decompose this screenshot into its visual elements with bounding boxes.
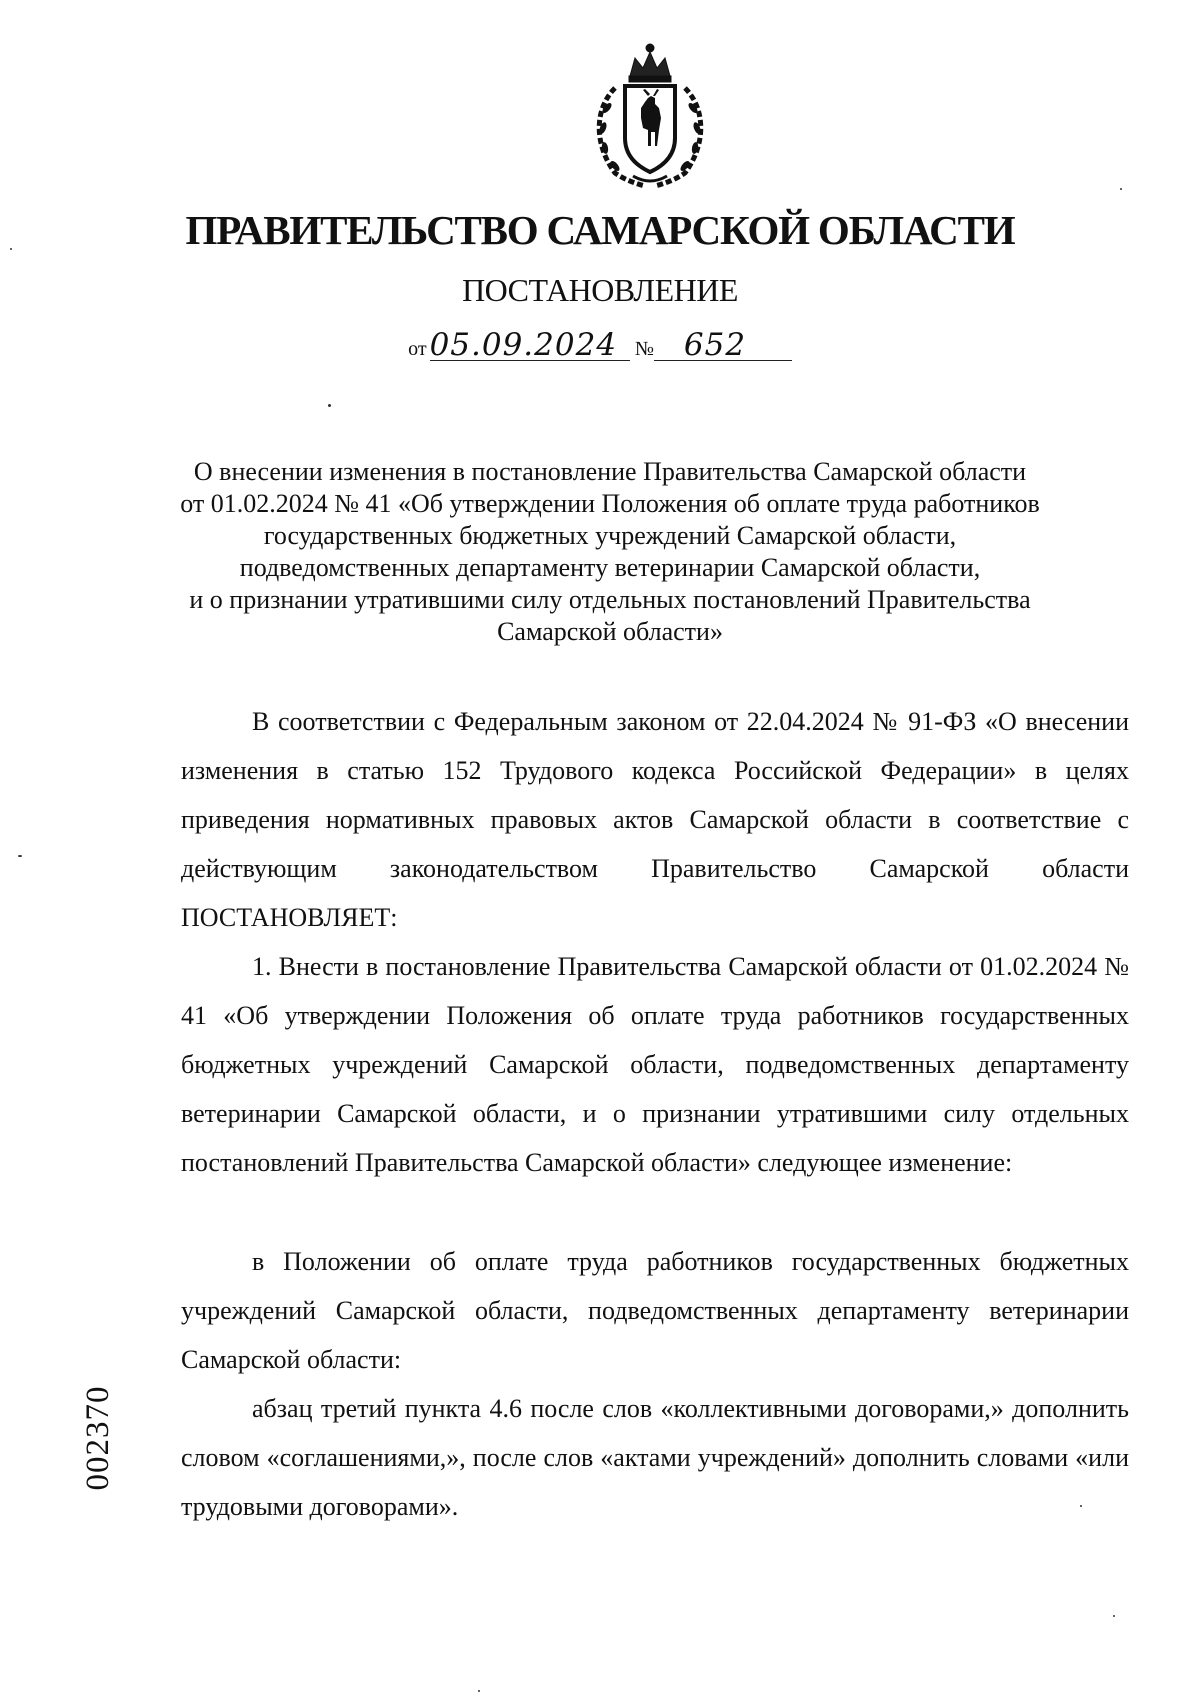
- government-title: ПРАВИТЕЛЬСТВО САМАРСКОЙ ОБЛАСТИ: [185, 207, 1015, 253]
- scan-speck: [478, 1690, 480, 1692]
- number-prefix: №: [634, 338, 654, 360]
- body-paragraph: в Положении об оплате труда работников государственных бюджетных учреждений Самарской области, подведомственных департаменту ветеринарии Самарской области:: [181, 1247, 1129, 1374]
- document-type: ПОСТАНОВЛЕНИЕ: [462, 272, 738, 308]
- subject-line: и о признании утратившими силу отдельных постановлений Правительства: [189, 585, 1031, 614]
- document-subject: [170, 456, 1050, 648]
- body-paragraph: 1. Внести в постановление Правительства Самарской области от 01.02.2024 № 41 «Об утверждении Положения об оплате труда работников государственных бюджетных учреждений Самарской области, подведомственных департаменту ветеринарии Самарской области, и о признании утратившими силу отдельных постановлений Правительства Самарской области» следующее изменение:: [181, 952, 1129, 1177]
- handwritten-number: 652: [654, 330, 792, 361]
- body-paragraph-1-block: [181, 697, 1129, 942]
- scan-speck: [1113, 1615, 1115, 1617]
- subject-line: от 01.02.2024 № 41 «Об утверждении Положения об оплате труда работников: [180, 489, 1040, 518]
- date-prefix: от: [408, 338, 427, 360]
- scan-speck: [10, 248, 12, 250]
- side-registration-number: 002370: [80, 1385, 116, 1491]
- coat-of-arms-icon: [585, 38, 715, 188]
- scan-speck: [1120, 188, 1122, 190]
- body-paragraph: В соответствии с Федеральным законом от 22.04.2024 № 91-ФЗ «О внесении изменения в статью 152 Трудового кодекса Российской Федерации» в целях приведения нормативных правовых актов Самарской области в соответствие с действующим законодательством Правительство Самарской области ПОСТАНОВЛЯЕТ:: [181, 707, 1129, 932]
- scan-speck: [328, 404, 331, 407]
- scan-speck: [1080, 1505, 1082, 1507]
- body-paragraph: абзац третий пункта 4.6 после слов «коллективными договорами,» дополнить словом «соглашениями,», после слов «актами учреждений» дополнить словами «или трудовыми договорами».: [181, 1394, 1129, 1521]
- subject-line: Самарской области»: [497, 617, 723, 646]
- subject-line: подведомственных департаменту ветеринарии Самарской области,: [239, 553, 981, 582]
- subject-line: О внесении изменения в постановление Правительства Самарской области: [193, 457, 1027, 486]
- body-paragraph-3-block: [181, 1237, 1129, 1384]
- body-paragraph-2-block: [181, 942, 1129, 1187]
- handwritten-date: 05.09.2024: [430, 330, 630, 361]
- subject-line: государственных бюджетных учреждений Самарской области,: [263, 521, 957, 550]
- scan-speck: [18, 855, 22, 857]
- body-paragraph-4-block: [181, 1384, 1129, 1531]
- date-number-line: [0, 328, 1200, 369]
